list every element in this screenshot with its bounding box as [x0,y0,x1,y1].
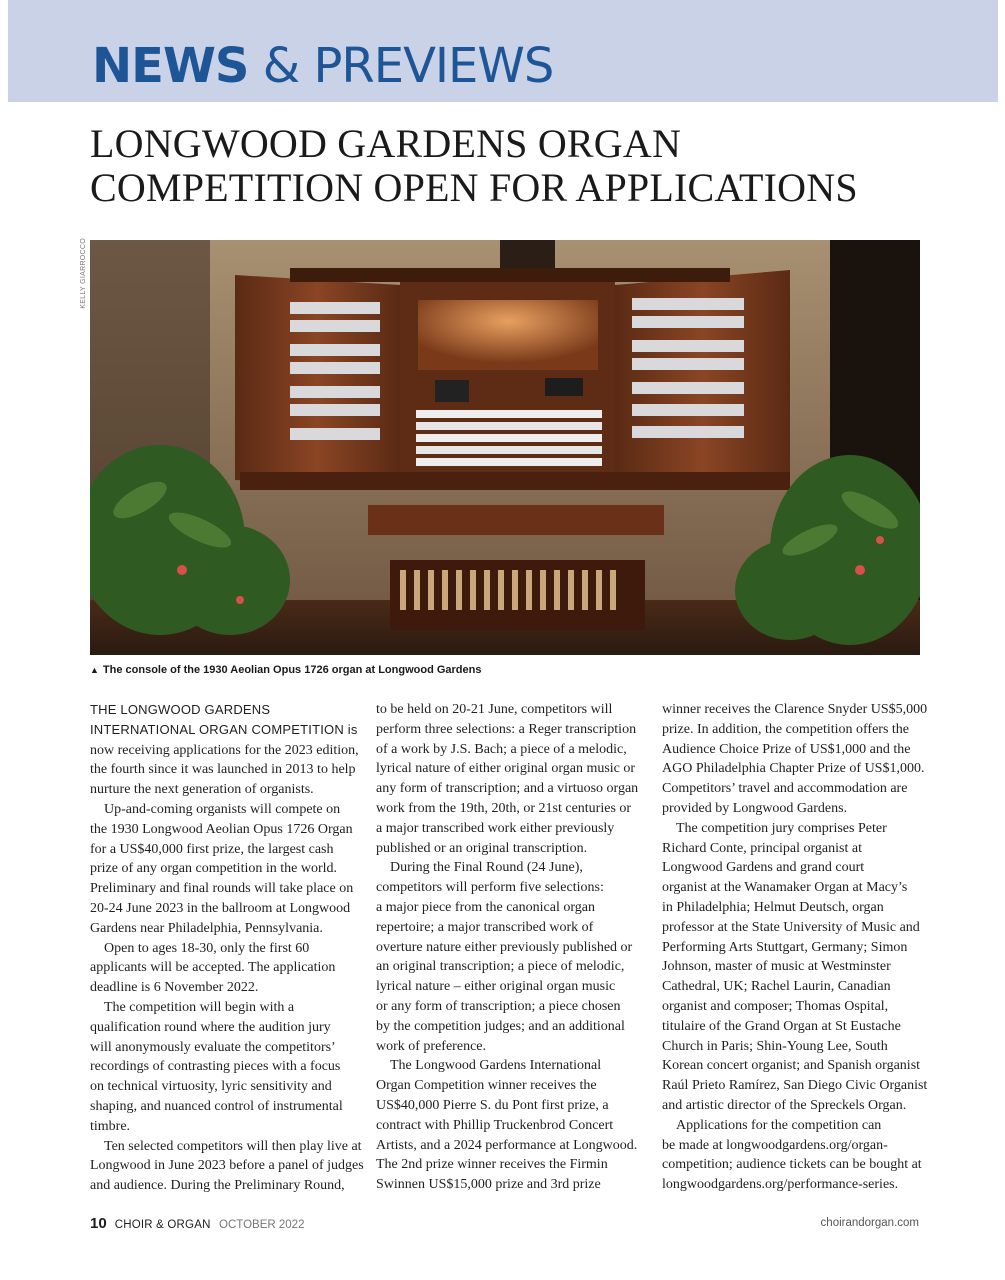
col3-line: competition; audience tickets can be bought at [662,1157,922,1173]
col3-line: prize. In addition, the competition offers the [662,721,910,737]
col3-line: organist and composer; Thomas Ospital, [662,998,889,1014]
col3-line: Johnson, master of music at Westminster [662,959,891,975]
col2-line: or any form of transcription; a piece chosen [376,998,621,1014]
col3-line: winner receives the Clarence Snyder US$5,000 [662,702,928,717]
col2-line: contract with Phillip Truckenbrod Concert [376,1117,614,1133]
page-footer [90,1215,304,1233]
col1-line: Longwood in June 2023 before a panel of judges [90,1158,364,1174]
col2-line: of a work by J.S. Bach; a piece of a melodic, [376,741,627,757]
col2-line: The 2nd prize winner receives the Firmin [376,1157,608,1173]
col2-line: overture nature either previously published or [376,939,633,955]
col1-line: for a US$40,000 first prize, the largest cash [90,841,334,857]
col1-line: applicants will be accepted. The application [90,960,336,976]
col3-line: titulaire of the Grand Organ at St Eustache [662,1018,901,1034]
col3-line: AGO Philadelphia Chapter Prize of US$1,000. [662,761,925,777]
organ-console-illustration [90,240,920,655]
caption-text: The console of the 1930 Aeolian Opus 1726 organ at Longwood Gardens [102,664,482,676]
section-title [92,36,553,96]
col2-line: an original transcription; a piece of melodic, [376,959,625,975]
col2-line: to be held on 20-21 June, competitors will [376,702,613,717]
col2-line: by the competition judges; and an additional [376,1018,625,1034]
section-title-bold: NEWS [92,38,249,94]
col2-line: published or an original transcription. [376,840,588,856]
col3-line: organist at the Wanamaker Organ at Macy’s [662,880,908,896]
col3-line: Raúl Prieto Ramírez, San Diego Civic Organist [662,1078,928,1094]
col1-line: on technical virtuosity, lyric sensitivity and [90,1079,332,1095]
col2-line: lyrical nature of either original organ music or [376,761,636,777]
col3-line: be made at longwoodgardens.org/organ- [662,1137,888,1153]
col2-line: Swinnen US$15,000 prize and 3rd prize [376,1177,601,1193]
issue-date: OCTOBER 2022 [219,1219,305,1231]
photo-caption [90,664,481,676]
col2-line: a major piece from the canonical organ [376,899,595,915]
page-number: 10 [90,1215,107,1232]
col3-line: Applications for the competition can [676,1117,882,1133]
magazine-name: CHOIR & ORGAN [114,1219,211,1231]
col1-line [90,720,358,741]
col1-line: the 1930 Longwood Aeolian Opus 1726 Organ [90,821,353,837]
col1-line: prize of any organ competition in the world. [90,861,338,877]
col1-line: THE LONGWOOD GARDENS [90,702,271,717]
section-title-rest: & PREVIEWS [262,38,554,94]
col2-line: US$40,000 Pierre S. du Pont first prize, a [376,1097,609,1113]
col1-lead-caps: INTERNATIONAL ORGAN COMPETITION is [90,721,358,737]
article-column-1 [90,700,364,1196]
col1-line: the fourth since it was launched in 2013 to help [90,762,356,778]
col2-line: a major transcribed work either previously [376,820,615,836]
col2-line: repertoire; a major transcribed work of [376,919,594,935]
col3-line: Church in Paris; Shin-Young Lee, South [662,1038,888,1054]
col2-line: competitors will perform five selections: [376,880,604,896]
col3-line: Korean concert organist; and Spanish organist [662,1058,921,1074]
col1-line: deadline is 6 November 2022. [90,980,259,996]
col1-line: and audience. During the Preliminary Round, [90,1178,345,1194]
col3-line: Performing Arts Stuttgart, Germany; Simon [662,939,908,955]
article-headline [90,122,950,210]
article-column-3 [662,700,928,1195]
col3-line: The competition jury comprises Peter [676,820,887,836]
col1-line: qualification round where the audition jury [90,1019,331,1035]
col1-line: Open to ages 18-30, only the first 60 [104,940,310,956]
col1-line: will anonymously evaluate the competitors’ [90,1039,336,1055]
col3-line: longwoodgardens.org/performance-series. [662,1177,899,1193]
col3-line: Competitors’ travel and accommodation are [662,781,908,797]
col2-line: perform three selections: a Reger transcription [376,721,637,737]
col2-line: any form of transcription; and a virtuoso organ [376,781,639,797]
col1-line: now receiving applications for the 2023 edition, [90,742,359,758]
col1-line: 20-24 June 2023 in the ballroom at Longwood [90,900,351,916]
col2-line: work of preference. [376,1038,486,1054]
col2-line: work from the 19th, 20th, or 21st centuries or [376,800,632,816]
col3-line: in Philadelphia; Helmut Deutsch, organ [662,899,884,915]
col1-line: Ten selected competitors will then play live at [104,1138,362,1154]
website-link[interactable]: choirandorgan.com [820,1217,919,1229]
col3-line: professor at the State University of Music and [662,919,920,935]
col3-line: Richard Conte, principal organist at [662,840,862,856]
col3-line: Cathedral, UK; Rachel Laurin, Canadian [662,979,891,995]
col1-line: Gardens near Philadelphia, Pennsylvania. [90,920,323,936]
col2-line: During the Final Round (24 June), [390,860,583,876]
triangle-icon: ▲ [90,665,99,675]
col3-line: Audience Choice Prize of US$1,000 and the [662,741,911,757]
col2-line: The Longwood Gardens International [390,1058,602,1074]
article-column-2 [376,700,638,1195]
col1-line: timbre. [90,1118,131,1134]
col3-line: Longwood Gardens and grand court [662,860,865,876]
col1-line: shaping, and nuanced control of instrumental [90,1098,343,1114]
headline-line-1: LONGWOOD GARDENS ORGAN [90,121,682,166]
organ-console-photo [90,240,920,655]
headline-line-2: COMPETITION OPEN FOR APPLICATIONS [90,165,858,210]
col1-line: recordings of contrasting pieces with a focus [90,1059,341,1075]
col1-line: Up-and-coming organists will compete on [104,801,341,817]
col1-line: nurture the next generation of organists. [90,782,314,798]
col3-line: and artistic director of the Spreckels Organ. [662,1097,907,1113]
col2-line: Artists, and a 2024 performance at Longwood. [376,1137,638,1153]
photo-credit: KELLY GIARROCCO [80,238,87,309]
col1-line: The competition will begin with a [104,999,295,1015]
col3-line: provided by Longwood Gardens. [662,800,848,816]
col2-line: lyrical nature – either original organ music [376,979,616,995]
col2-line: Organ Competition winner receives the [376,1078,597,1094]
col1-line: Preliminary and final rounds will take place on [90,881,354,897]
